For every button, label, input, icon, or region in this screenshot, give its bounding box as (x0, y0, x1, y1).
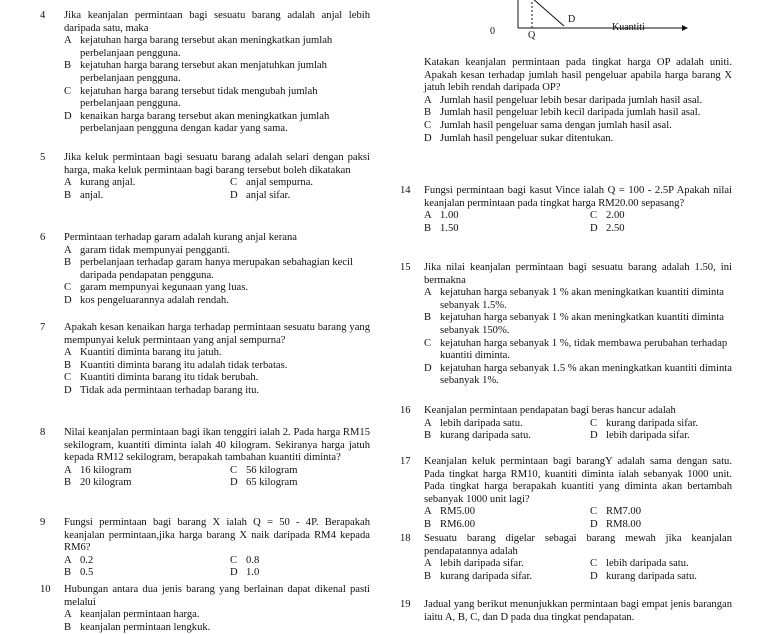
option-a[interactable]: A garam tidak mempunyai pengganti. (64, 244, 231, 256)
option-a[interactable]: A lebih daripada sifar. (424, 558, 524, 570)
question-number: 15 (400, 262, 411, 273)
option-a[interactable]: A keanjalan permintaan harga. (64, 609, 200, 621)
question-17 (400, 456, 732, 532)
question-stem: Jika nilai keanjalan permintaan bagi sesuatu barang adalah 1.50, ini bermakna (424, 262, 732, 286)
option-a[interactable]: A lebih daripada satu. (424, 417, 523, 429)
option-d[interactable]: D kenaikan harga barang tersebut akan meningkatkan jumlah perbelanjaan pengguna dengan kadar yang sama. (64, 110, 330, 135)
question-number: 10 (40, 584, 51, 595)
question-stem: Permintaan terhadap garam adalah kurang anjal kerana (64, 232, 297, 243)
question-stem: Apakah kesan kenaikan harga terhadap permintaan sesuatu barang yang mempunyai keluk permintaan yang anjal sempurna? (64, 322, 370, 346)
question-7 (40, 322, 370, 398)
question-14 (400, 185, 732, 235)
question-stem: Nilai keanjalan permintaan bagi ikan tenggiri ialah 2. Pada harga RM15 sekilogram, kuantiti diminta ialah 40 kilogram. Sekiranya harga jatuh kepada RM12 sekilogram, berapakah tambahan kuantiti diminta? (64, 427, 370, 464)
demand-curve-svg (470, 0, 690, 48)
option-b[interactable]: B Kuantiti diminta barang itu adalah tidak terbatas. (64, 359, 288, 371)
option-a[interactable]: A RM5.00 (424, 506, 476, 518)
q-label: Q (528, 30, 536, 41)
option-b[interactable]: B RM6.00 (424, 518, 476, 530)
d-label: D (568, 14, 576, 25)
option-c[interactable]: C anjal sempurna. (230, 177, 314, 189)
option-c[interactable]: C Jumlah hasil pengeluar sama dengan jumlah hasil asal. (424, 119, 672, 131)
option-d[interactable]: D Tidak ada permintaan terhadap barang itu. (64, 384, 260, 396)
option-b[interactable]: B 20 kilogram (64, 477, 132, 489)
option-c[interactable]: C kurang daripada sifar. (590, 417, 699, 429)
question-stem: Keanjalan keluk permintaan bagi barangY adalah sama dengan satu. Pada tingkat harga RM10, kuantiti diminta ialah sebanyak 1000 unit. Pada tingkat harga berapakah kuantiti yang diminta akan bertambah sebanyak 1000 unit lagi? (424, 456, 732, 505)
question-stem: Fungsi permintaan bagi kasut Vince ialah Q = 100 - 2.5P Apakah nilai keanjalan permintaan pada tingkat harga RM20.00 sepasang? (424, 185, 732, 209)
question-stem: Katakan keanjalan permintaan pada tingkat harga OP adalah uniti. Apakah kesan terhadap jumlah hasil pengeluar apabila harga barang X jatuh lebih rendah daripada OP? (424, 57, 732, 94)
option-b[interactable]: B keanjalan permintaan lengkuk. (64, 621, 211, 633)
question-5 (40, 152, 370, 202)
option-a[interactable]: A kejatuhan harga sebanyak 1 % akan meningkatkan kuantiti diminta sebanyak 1.5%. (424, 287, 724, 311)
demand-graph (470, 0, 690, 48)
question-13-continued (424, 57, 732, 145)
option-a[interactable]: A 16 kilogram (64, 464, 132, 476)
option-a[interactable]: A Kuantiti diminta barang itu jatuh. (64, 347, 222, 359)
question-18 (400, 533, 732, 583)
option-b[interactable]: B anjal. (64, 189, 104, 201)
option-d[interactable]: D RM8.00 (590, 518, 642, 530)
option-b[interactable]: B Jumlah hasil pengeluar lebih kecil daripada jumlah hasil asal. (424, 107, 701, 119)
option-a[interactable]: A kurang anjal. (64, 177, 136, 189)
option-c[interactable]: C 0.8 (230, 554, 260, 566)
option-d[interactable]: D lebih daripada sifar. (590, 430, 690, 442)
question-8 (40, 427, 370, 490)
question-number: 8 (40, 427, 46, 438)
option-b[interactable]: B kejatuhan harga sebanyak 1 % akan meningkatkan kuantiti diminta sebanyak 150%. (424, 312, 724, 336)
question-stem: Hubungan antara dua jenis barang yang berlainan dapat dikenal pasti melalui (64, 584, 370, 608)
question-number: 4 (40, 10, 46, 21)
option-c[interactable]: C lebih daripada satu. (590, 558, 689, 570)
option-a[interactable]: A kejatuhan harga barang tersebut akan meningkatkan jumlah perbelanjaan pengguna. (64, 35, 333, 59)
option-b[interactable]: B 0.5 (64, 567, 94, 579)
option-c[interactable]: C RM7.00 (590, 506, 642, 518)
question-number: 17 (400, 456, 411, 467)
origin-label: 0 (490, 26, 495, 37)
option-d[interactable]: D kos pengeluarannya adalah rendah. (64, 294, 229, 306)
question-19 (400, 599, 732, 624)
question-number: 6 (40, 232, 46, 243)
question-number: 5 (40, 152, 46, 163)
axis-arrow-icon (682, 25, 688, 31)
question-stem: Jadual yang berikut menunjukkan permintaan bagi empat jenis barangan iaitu A, B, C, dan D pada dua tingkat pendapatan. (424, 599, 732, 623)
option-c[interactable]: C 2.00 (590, 210, 625, 222)
option-b[interactable]: B perbelanjaan terhadap garam hanya merupakan sebahagian kecil daripada pendapatan pengguna. (64, 257, 353, 281)
option-b[interactable]: B 1.50 (424, 222, 459, 234)
option-b[interactable]: B kurang daripada sifar. (424, 570, 533, 582)
question-10 (40, 584, 370, 634)
question-number: 16 (400, 405, 411, 416)
x-axis-label: Kuantiti (612, 22, 645, 33)
option-d[interactable]: D 1.0 (230, 567, 260, 579)
option-c[interactable]: C garam mempunyai kegunaan yang luas. (64, 282, 248, 294)
question-6 (40, 232, 370, 308)
question-15 (400, 262, 732, 388)
option-c[interactable]: C Kuantiti diminta barang itu tidak berubah. (64, 372, 259, 384)
option-d[interactable]: D 65 kilogram (230, 477, 298, 489)
option-c[interactable]: C kejatuhan harga barang tersebut tidak mengubah jumlah perbelanjaan pengguna. (64, 85, 318, 110)
question-number: 7 (40, 322, 46, 333)
question-9 (40, 517, 370, 580)
question-number: 9 (40, 517, 46, 528)
question-stem: Keanjalan permintaan pendapatan bagi beras hancur adalah (424, 405, 676, 416)
question-stem: Fungsi permintaan bagi barang X ialah Q = 50 - 4P. Berapakah keanjalan permintaan,jika harga barang X naik daripada RM4 kepada RM6? (64, 517, 370, 554)
question-number: 18 (400, 533, 411, 544)
question-number: 19 (400, 599, 411, 610)
option-d[interactable]: D 2.50 (590, 222, 625, 234)
option-b[interactable]: B kurang daripada satu. (424, 430, 531, 442)
option-d[interactable]: D kurang daripada satu. (590, 570, 697, 582)
question-4 (40, 10, 370, 136)
option-c[interactable]: C 56 kilogram (230, 464, 298, 476)
option-a[interactable]: A 0.2 (64, 554, 94, 566)
option-b[interactable]: B kejatuhan harga barang tersebut akan menjatuhkan jumlah perbelanjaan pengguna. (64, 60, 327, 84)
option-d[interactable]: D Jumlah hasil pengeluar sukar ditentukan. (424, 132, 614, 144)
demand-curve (532, 0, 564, 26)
option-a[interactable]: A 1.00 (424, 210, 459, 222)
option-a[interactable]: A Jumlah hasil pengeluar lebih besar daripada jumlah hasil asal. (424, 94, 703, 106)
option-d[interactable]: D kejatuhan harga sebanyak 1.5 % akan meningkatkan kuantiti diminta sebanyak 1%. (424, 362, 732, 387)
question-stem: Jika keanjalan permintaan bagi sesuatu barang adalah anjal lebih daripada satu, maka (64, 10, 370, 34)
option-d[interactable]: D anjal sifar. (230, 189, 291, 201)
question-16 (400, 405, 732, 443)
question-stem: Jika keluk permintaan bagi sesuatu barang adalah selari dengan paksi harga, maka keluk permintaan bagi barang tersebut boleh dikatakan (64, 152, 370, 176)
question-number: 14 (400, 185, 411, 196)
question-stem: Sesuatu barang digelar sebagai barang mewah jika keanjalan pendapatannya adalah (424, 533, 732, 557)
option-c[interactable]: C kejatuhan harga sebanyak 1 %, tidak membawa perubahan terhadap kuantiti diminta. (424, 337, 728, 362)
